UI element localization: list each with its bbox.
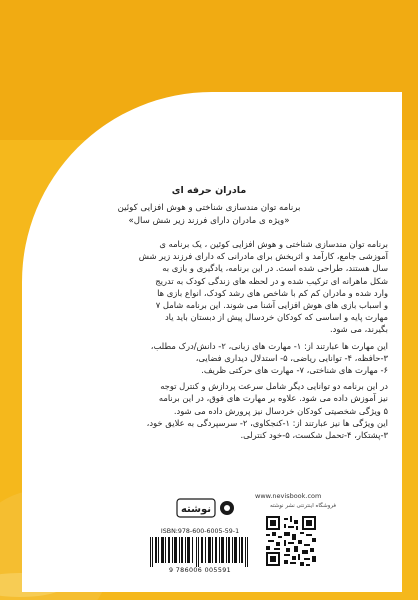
skills-line: این مهارت ها عبارتند از: ۱- مهارت های زبانی، ۲- دانش/درک مطلب، xyxy=(150,340,388,351)
isbn-text: ISBN:978-600-6005-59-1 xyxy=(160,528,240,535)
closing-line: ۳-پشتکار، ۴-تحمل شکست، ۵-خود کنترلی. xyxy=(240,430,388,441)
closing-line: ۵ ویژگی شخصیتی کودکان خردسال نیز پرورش داده می شود. xyxy=(173,405,388,416)
publisher-website[interactable]: www.nevisbook.com xyxy=(255,492,322,500)
publisher-logo xyxy=(175,497,237,519)
paragraph-line: شکل ماهرانه ای ترکیب شده و در لحظه های زندگی کودک به تدریج xyxy=(155,275,388,286)
store-label: فروشگاه اینترنتی نشر نوشته xyxy=(270,503,337,509)
paragraph-line: بگیرند، می شود. xyxy=(329,324,388,335)
publisher-logo-text: نوشته xyxy=(180,504,212,515)
paragraph-line: مهارت پایه و اساسی که کودکان خردسال پیش از دبستان باید یاد xyxy=(164,312,388,323)
isbn-barcode xyxy=(144,528,256,576)
skills-line: ۳-حافظه، ۴- توانایی ریاضی، ۵- استدلال دیداری فضایی، xyxy=(195,352,388,363)
back-cover-text xyxy=(30,185,388,441)
barcode-number: 9 786006 005591 xyxy=(168,567,232,574)
skills-line: ۶- مهارت های شناختی، ۷- مهارت های حرکتی ظریف. xyxy=(201,365,388,376)
barcode-icon xyxy=(148,537,252,567)
paragraph-line: وارد شده و مادران کم کم با شاخص های رشد کودک، انواع بازی ها xyxy=(157,287,388,298)
subtitle-line: برنامه توان مندسازی شناختی و هوش افزایی کوئین xyxy=(117,203,301,213)
subtitle-line: «ویژه ی مادران دارای فرزند زیر شش سال» xyxy=(128,216,290,226)
closing-line: در این برنامه دو توانایی دیگر شامل سرعت پردازش و کنترل توجه xyxy=(160,381,388,392)
paragraph-line: و اسباب بازی های هوش افزایی آشنا می شوند. این برنامه شامل ۷ xyxy=(155,300,388,311)
qr-code-icon xyxy=(266,516,316,566)
paragraph-line: برنامه توان مندسازی شناختی و هوش افزایی کوئین ، یک برنامه ی xyxy=(159,239,388,249)
closing-line: نیز آموزش داده می شود. علاوه بر مهارت های فوق، در این برنامه xyxy=(158,393,388,404)
closing-line: این ویژگی ها نیز عبارتند از: ۱-کنجکاوی، ۲- سرسپردگی به علایق خود، xyxy=(146,417,388,428)
book-title: مادران حرفه ای xyxy=(171,185,247,196)
paragraph-line: آموزشی جامع، کارآمد و اثربخش برای مادرانی که دارای فرزند زیر شش xyxy=(138,251,388,262)
paragraph-line: سال هستند، طراحی شده است. در این برنامه، یادگیری و بازی به xyxy=(162,263,388,274)
